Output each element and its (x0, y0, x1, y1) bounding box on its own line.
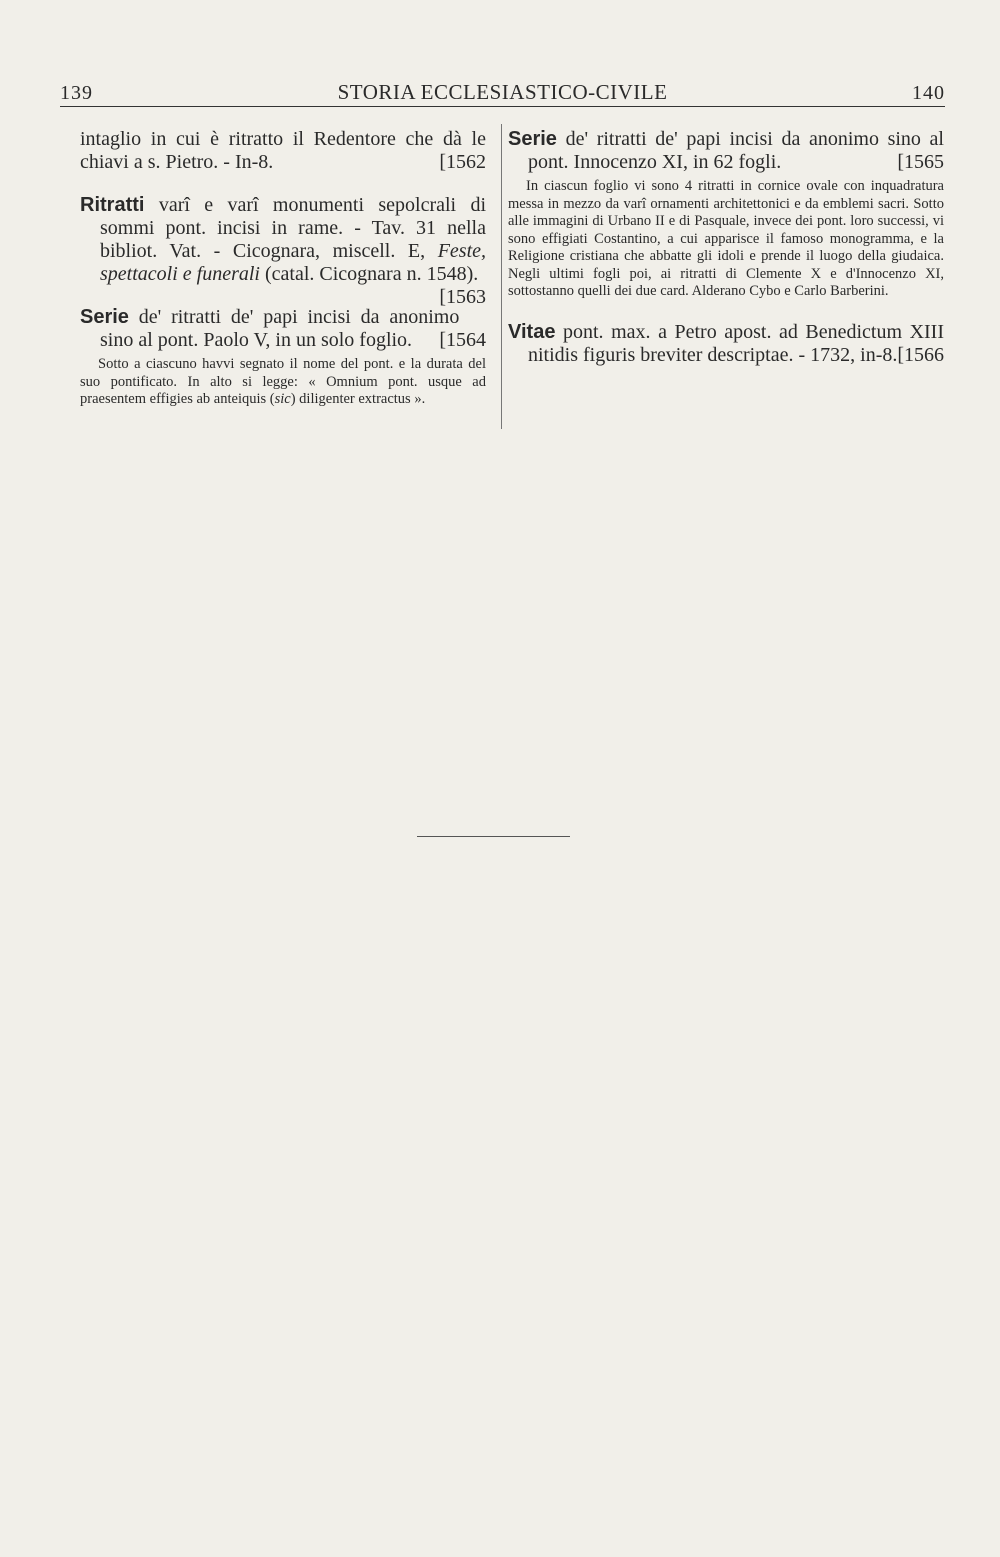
entry-headword: Vitae (508, 320, 556, 343)
entry-text: de' ritratti de' papi incisi da anonimo sino al pont. Innocenzo XI, in 62 fogli. (528, 128, 944, 173)
running-title: STORIA ECCLESIASTICO-CIVILE (337, 80, 668, 104)
running-header (60, 74, 945, 110)
note-italic: sic (274, 391, 291, 407)
left-page-number: 139 (60, 82, 93, 104)
entry-1565 (508, 128, 944, 301)
entry-headword: Serie (80, 306, 129, 328)
entry-text-2: (catal. Cicognara n. 1548). (264, 263, 479, 285)
entry-note: In ciascun foglio vi sono 4 ritratti in cornice ovale con inquadratura messa in mezzo da varî ornamenti architettonici e da emblemi sacri. Sotto alle immagini di Urbano II e di Pasquale, invece dei pont. loro successi, vi sono effigiati Costantino, a cui apparisce il famoso monogramma, e la Religione cristiana che abbatte gli idoli e prende il luogo della giudaica. Negli ultimi fogli poi, ai ritratti di Clemente X e d'Innocenzo XI, sottostanno quelli dei due card. Alderano Cybo e Carlo Barberini. (508, 178, 944, 299)
entry-text: pont. max. a Petro apost. ad Benedictum XIII nitidis figuris breviter descriptae. - 1732, in-8. (528, 320, 945, 366)
column-divider (501, 124, 502, 429)
right-page-number: 140 (912, 82, 945, 104)
entry-headword: Serie (508, 128, 557, 150)
note-text: Sotto a ciascuno havvi segnato il nome del pont. e la durata del suo pontificato. In alto si legge: « Omnium pont. usque ad praesentem effigies ab anteiquis ( (80, 356, 486, 407)
entry-text: intaglio in cui è ritratto il Redentore che dà le chiavi a s. Pietro. - In-8. (80, 128, 486, 173)
entry-main (508, 128, 944, 174)
entry-main (80, 306, 486, 352)
entry-text: de' ritratti de' papi incisi da anonimo sino al pont. Paolo V, in un solo foglio. (100, 306, 460, 351)
left-column (80, 128, 486, 429)
entry-1563 (80, 194, 487, 308)
entry-text: varî e varî monumenti sepolcrali di sommi pont. incisi in rame. - Tav. 31 nella bibliot. Vat. - Cicognara, miscell. E, (100, 194, 487, 262)
entry-headword: Ritratti (80, 194, 145, 216)
entry-1562 (80, 128, 486, 174)
entry-italic-title: Feste, spettacoli e funerali (100, 240, 487, 285)
entry-number: [1565 (897, 151, 944, 173)
note-text-2: ) diligenter extractus ». (290, 391, 426, 407)
entry-number: [1563 (439, 286, 486, 308)
entry-number: [1562 (439, 151, 486, 173)
right-column (508, 128, 944, 387)
entry-1564 (80, 306, 486, 409)
entry-note (80, 356, 486, 409)
entry-number: [1566 (897, 343, 944, 366)
header-rule (60, 106, 945, 107)
entry-number: [1564 (439, 329, 486, 351)
section-end-rule (417, 836, 570, 837)
entry-1566 (508, 321, 944, 367)
